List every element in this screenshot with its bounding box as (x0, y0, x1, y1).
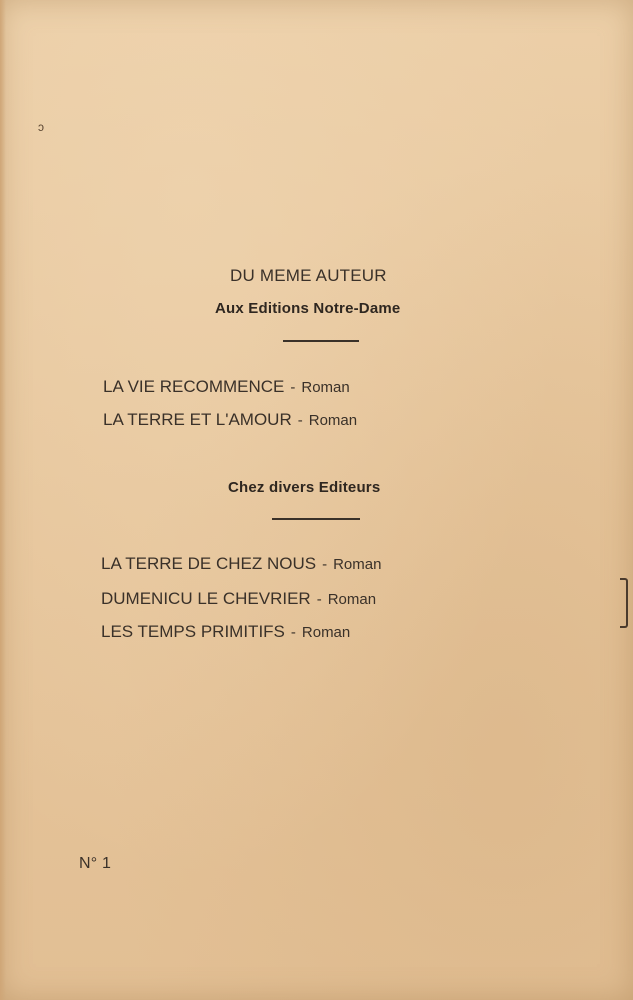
work-title: LA TERRE ET L'AMOUR (103, 410, 292, 429)
work-title: LA TERRE DE CHEZ NOUS (101, 554, 317, 573)
list-item (101, 589, 376, 609)
list-item (103, 377, 350, 397)
work-title: LES TEMPS PRIMITIFS (101, 622, 285, 641)
list-item (101, 622, 350, 642)
page-edge (0, 0, 6, 1000)
separator-dash: - (297, 412, 303, 429)
work-genre: Roman (333, 556, 382, 573)
list-item (103, 410, 357, 430)
work-genre: Roman (301, 379, 350, 396)
publisher-heading: Aux Editions Notre-Dame (215, 300, 401, 317)
page-title: DU MEME AUTEUR (230, 266, 387, 285)
issue-number: N° 1 (79, 855, 112, 872)
divider-rule (283, 340, 359, 342)
divider-rule (272, 518, 360, 520)
paper-speck: ɔ (38, 120, 44, 134)
section-heading: Chez divers Editeurs (228, 479, 381, 496)
work-genre: Roman (308, 412, 358, 429)
separator-dash: - (290, 379, 296, 396)
list-item (101, 554, 381, 574)
work-genre: Roman (301, 624, 351, 641)
work-genre: Roman (327, 591, 377, 608)
separator-dash: - (316, 591, 322, 608)
work-title: LA VIE RECOMMENCE (103, 377, 285, 396)
work-title: DUMENICU LE CHEVRIER (101, 589, 311, 608)
staple (620, 578, 628, 628)
separator-dash: - (290, 624, 296, 641)
separator-dash: - (322, 556, 328, 573)
